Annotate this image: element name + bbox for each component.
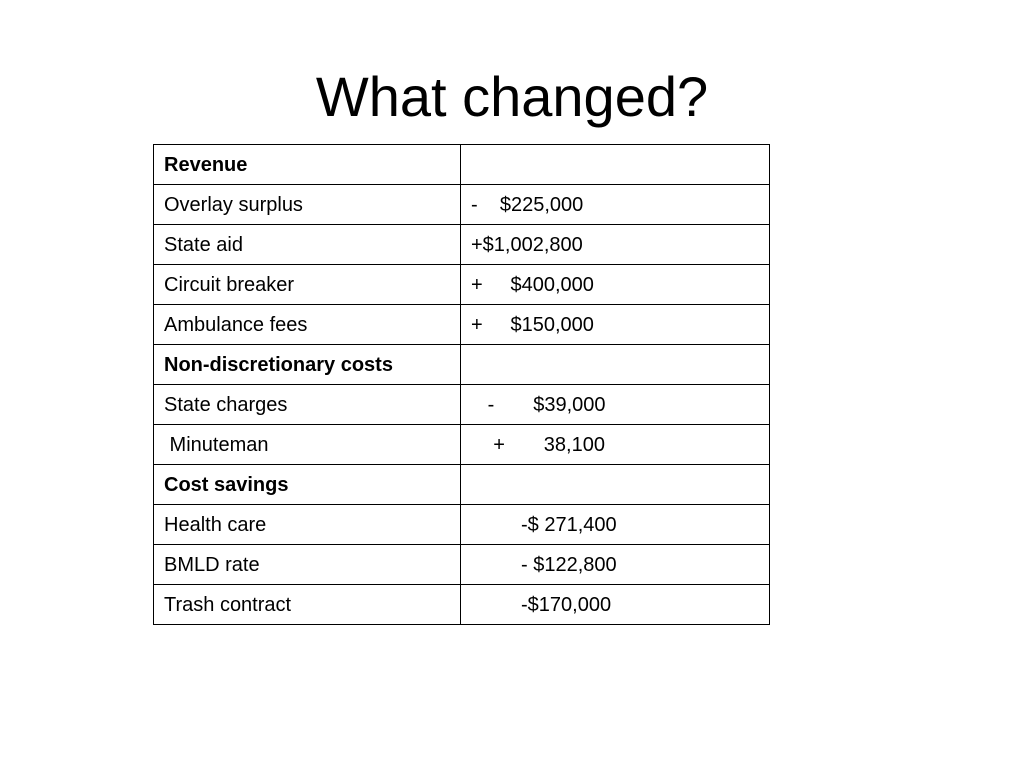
- row-value: - $122,800: [461, 545, 770, 585]
- slide-title: What changed?: [315, 65, 709, 128]
- table-row: [154, 585, 770, 625]
- table-row: [154, 425, 770, 465]
- table-row: [154, 265, 770, 305]
- row-value: -$170,000: [461, 585, 770, 625]
- row-label: State aid: [154, 225, 461, 265]
- table-row: [154, 305, 770, 345]
- row-value: - $39,000: [461, 385, 770, 425]
- table-row-section-cost-savings: [154, 465, 770, 505]
- row-value: [461, 145, 770, 185]
- table-row-section-non-discretionary-costs: [154, 345, 770, 385]
- row-label: Non-discretionary costs: [154, 345, 461, 385]
- row-value: +$1,002,800: [461, 225, 770, 265]
- row-value: [461, 345, 770, 385]
- row-label: Cost savings: [154, 465, 461, 505]
- row-label: Health care: [154, 505, 461, 545]
- table-row: [154, 185, 770, 225]
- row-label: Trash contract: [154, 585, 461, 625]
- row-label: BMLD rate: [154, 545, 461, 585]
- table-row: [154, 385, 770, 425]
- row-label: Ambulance fees: [154, 305, 461, 345]
- row-value: + $150,000: [461, 305, 770, 345]
- row-label: State charges: [154, 385, 461, 425]
- row-value: + $400,000: [461, 265, 770, 305]
- row-value: - $225,000: [461, 185, 770, 225]
- table-row: [154, 505, 770, 545]
- table-row: [154, 545, 770, 585]
- budget-changes-table: [153, 144, 770, 625]
- table-row-section-revenue: [154, 145, 770, 185]
- table-row: [154, 225, 770, 265]
- row-label: Overlay surplus: [154, 185, 461, 225]
- row-label: Circuit breaker: [154, 265, 461, 305]
- row-label: Minuteman: [154, 425, 461, 465]
- row-value: + 38,100: [461, 425, 770, 465]
- row-value: -$ 271,400: [461, 505, 770, 545]
- row-value: [461, 465, 770, 505]
- row-label: Revenue: [154, 145, 461, 185]
